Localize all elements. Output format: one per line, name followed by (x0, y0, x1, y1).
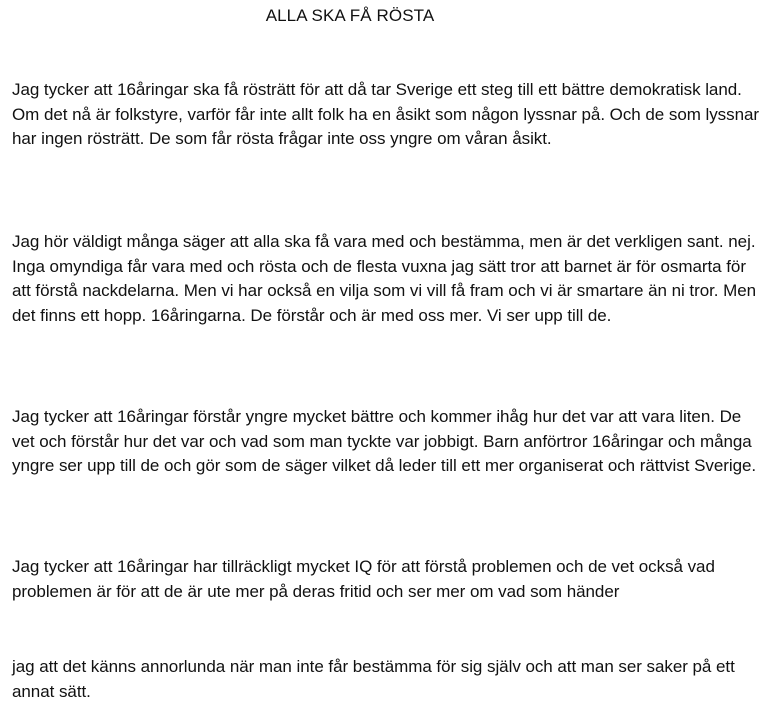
paragraph-4: Jag tycker att 16åringar har tillräckligt mycket IQ för att förstå problemen och de vet också vad problemen är för att de är ute mer på deras fritid och ser mer om vad som händer (12, 557, 715, 601)
paragraph-2: Jag hör väldigt många säger att alla ska få vara med och bestämma, men är det verkligen sant. nej. Inga omyndiga får vara med och rösta och de flesta vuxna jag sätt tror att barnet är för osmarta för att förstå nackdelarna. Men vi har också en vilja som vi vill få fram och vi är smartare än ni tror. Men det finns ett hopp. 16åringarna. De förstår och är med oss mer. Vi ser upp till de. (12, 232, 757, 325)
paragraph-3: Jag tycker att 16åringar förstår yngre mycket bättre och kommer ihåg hur det var att vara liten. De vet och förstår hur det var och vad som man tyckte var jobbigt. Barn anförtror 16åringar och många yngre ser upp till de och gör som de säger vilket då leder till ett mer organiserat och rättvist Sverige. (12, 407, 757, 475)
paragraph-5: jag att det känns annorlunda när man inte får bestämma för sig själv och att man ser saker på ett annat sätt. (12, 657, 735, 701)
document-title: ALLA SKA FÅ RÖSTA (265, 6, 435, 25)
paragraph-1: Jag tycker att 16åringar ska få rösträtt för att då tar Sverige ett steg till ett bättre demokratisk land. Om det nå är folkstyre, varför får inte allt folk ha en åsikt som någon lyssnar på. Och de som lyssnar har ingen rösträtt. De som får rösta frågar inte oss yngre om våran åsikt. (12, 80, 760, 148)
